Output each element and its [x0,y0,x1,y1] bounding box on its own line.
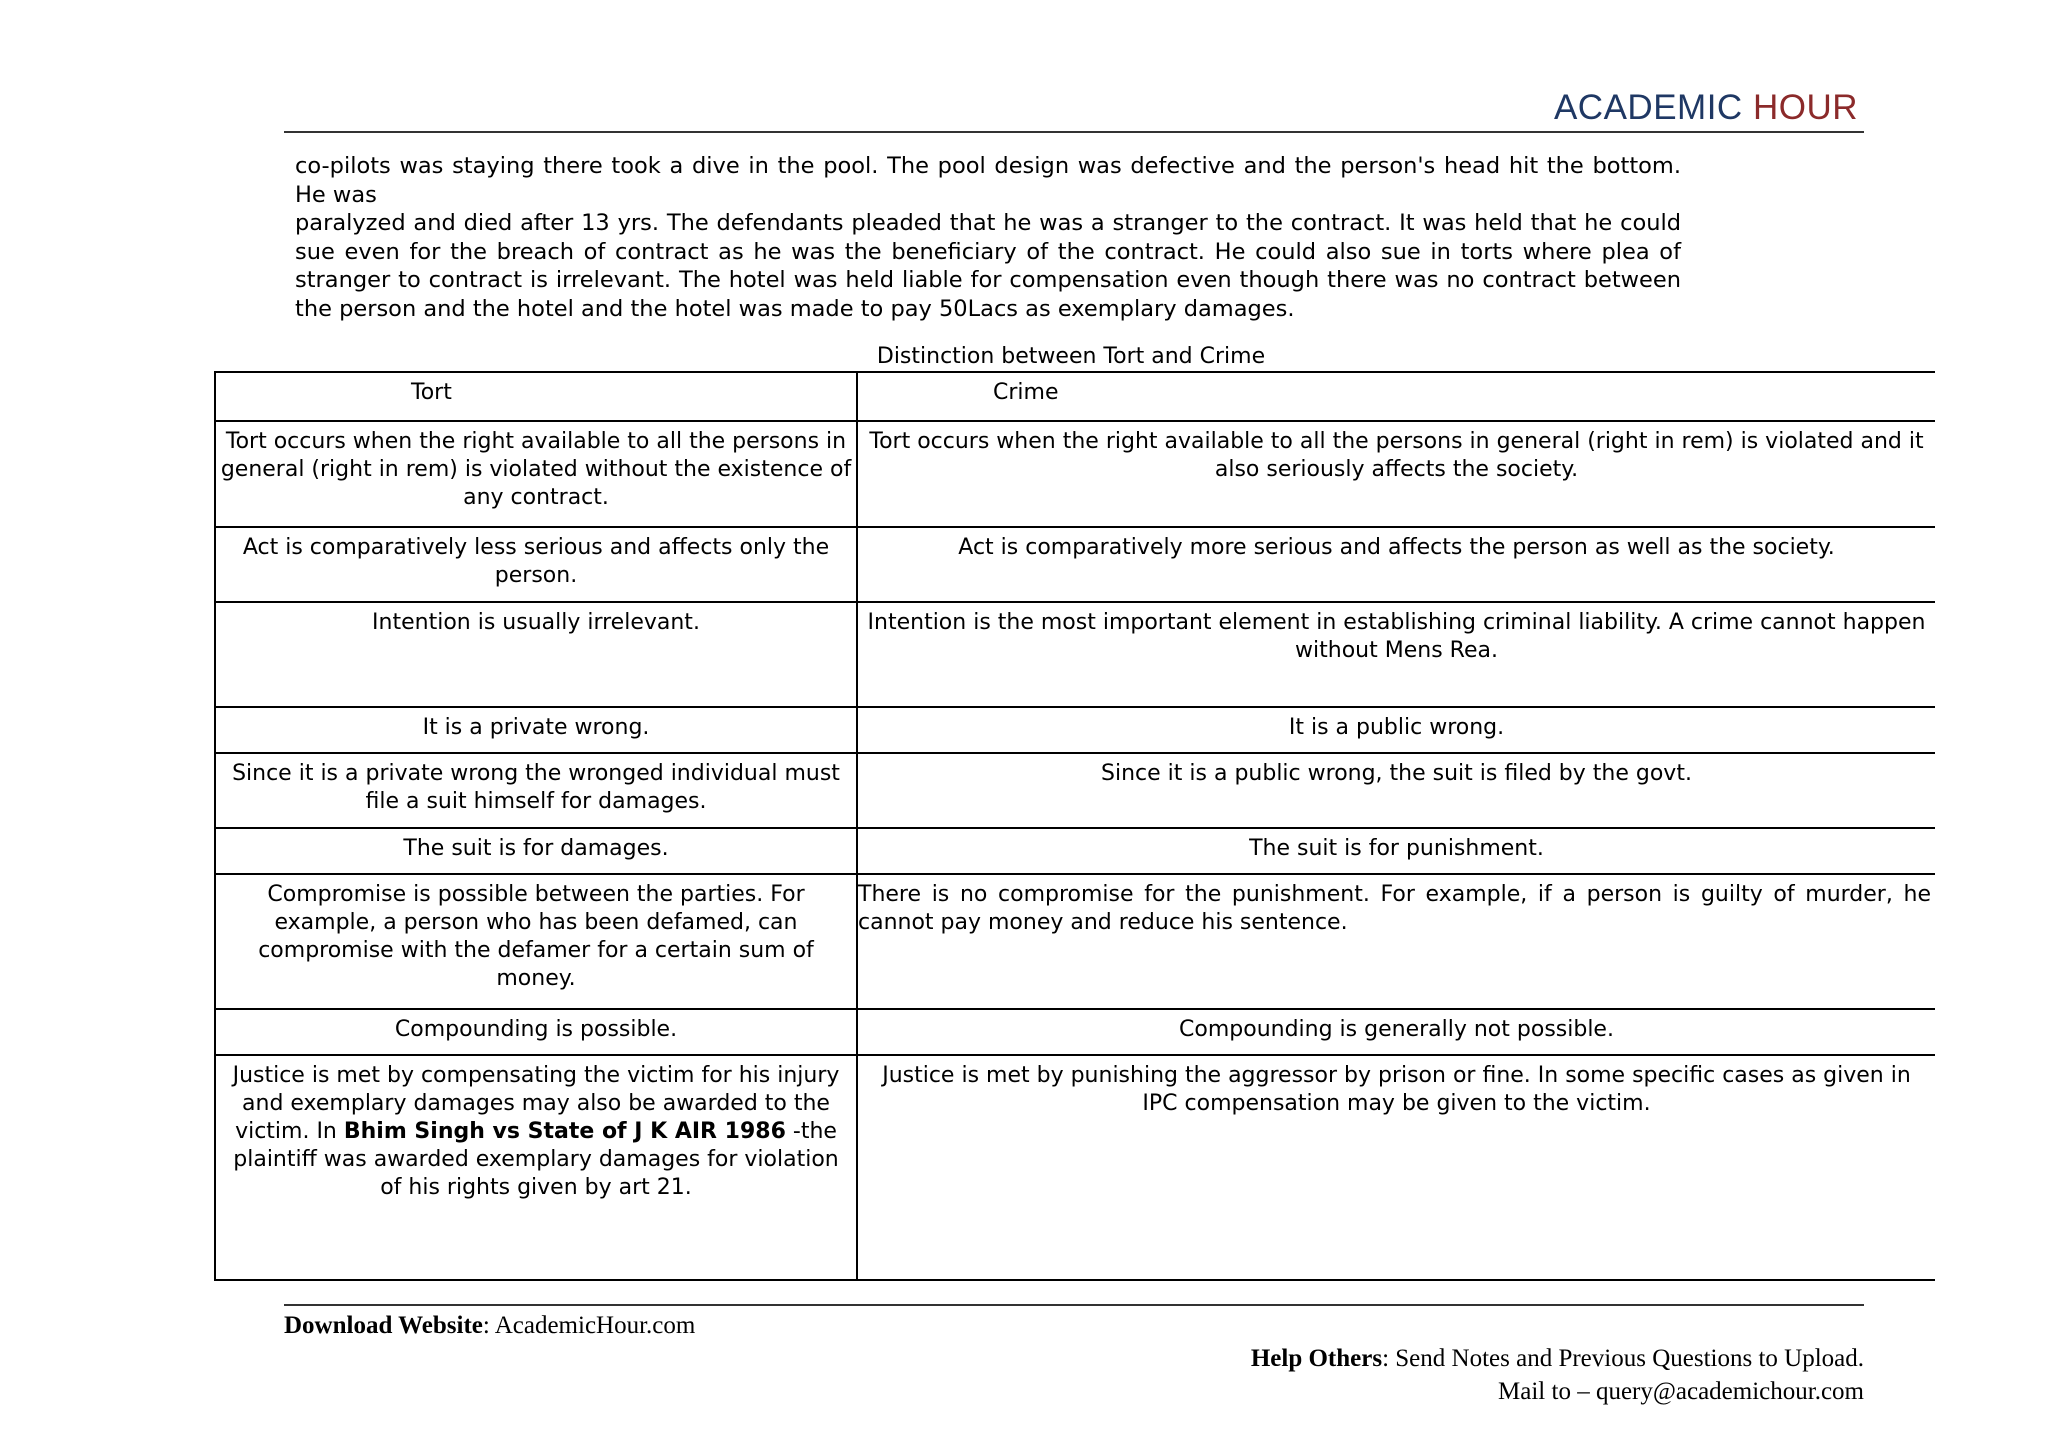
brand-part-hour: HOUR [1752,88,1858,127]
brand-part-academic: ACADEMIC [1553,88,1743,127]
crime-cell: Act is comparatively more serious and affects the person as well as the society. [857,527,1935,602]
table-caption: Distinction between Tort and Crime [876,344,1266,369]
table-row [215,707,1935,753]
footer-mail[interactable]: Mail to – query@academichour.com [1498,1378,1864,1405]
tort-cell [215,1055,857,1280]
crime-cell: The suit is for punishment. [857,828,1935,874]
tort-cell: Tort occurs when the right available to all the persons in general (right in rem) is violated without the existence of any contract. [215,421,857,527]
help-text: : Send Notes and Previous Questions to Upload. [1382,1345,1864,1372]
footer-help [1251,1342,1864,1375]
table-row [215,527,1935,602]
table-row [215,874,1935,1009]
tort-cell: The suit is for damages. [215,828,857,874]
table-row [215,828,1935,874]
crime-cell: It is a public wrong. [857,707,1935,753]
tort-cell: Compromise is possible between the parties. For example, a person who has been defamed, can compromise with the defamer for a certain sum of money. [215,874,857,1009]
tort-cell: Since it is a private wrong the wronged individual must file a suit himself for damages. [215,753,857,828]
intro-paragraph [295,152,1681,323]
brand-logo-text [1554,88,1858,128]
website-label: Download Website [284,1312,483,1339]
tort-text-suffix: -the plaintiff was awarded exemplary damages for violation of his rights given by art 21. [233,1119,839,1200]
header-tort: Tort [215,372,857,421]
tort-cell: Compounding is possible. [215,1009,857,1055]
header-rule [284,131,1864,133]
tort-cell: It is a private wrong. [215,707,857,753]
crime-cell: Justice is met by punishing the aggressor by prison or fine. In some specific cases as given in IPC compensation may be given to the victim. [857,1055,1935,1280]
header-crime: Crime [857,372,1935,421]
intro-line-2: paralyzed and died after 13 yrs. The defendants pleaded that he was a stranger to the contract. It was held that he could sue even for the breach of contract as he was the beneficiary of the contract. He could also sue in torts where plea of stranger to contract is irrelevant. The hotel was held liable for compensation even though there was no contract between the person and the hotel and the hotel was made to pay 50Lacs as exemplary damages. [295,210,1681,322]
tort-cell: Act is comparatively less serious and affects only the person. [215,527,857,602]
tort-crime-table [214,371,1935,1281]
footer-website [284,1309,695,1342]
table-row [215,1055,1935,1280]
table-header-row [215,372,1935,421]
crime-cell: Since it is a public wrong, the suit is filed by the govt. [857,753,1935,828]
help-label: Help Others [1250,1345,1383,1372]
website-link[interactable]: : AcademicHour.com [482,1312,696,1339]
intro-line-1: co-pilots was staying there took a dive in the pool. The pool design was defective and the person's head hit the bottom. He was [295,153,1681,208]
table-row [215,602,1935,707]
case-citation: Bhim Singh vs State of J K AIR 1986 [343,1119,786,1144]
table-row [215,1009,1935,1055]
crime-cell: Intention is the most important element in establishing criminal liability. A crime cannot happen without Mens Rea. [857,602,1935,707]
crime-cell: Tort occurs when the right available to all the persons in general (right in rem) is violated and it also seriously affects the society. [857,421,1935,527]
tort-cell: Intention is usually irrelevant. [215,602,857,707]
table-row [215,421,1935,527]
crime-cell: Compounding is generally not possible. [857,1009,1935,1055]
crime-cell: There is no compromise for the punishment. For example, if a person is guilty of murder, he cannot pay money and reduce his sentence. [857,874,1935,1009]
footer-rule [284,1304,1864,1306]
tort-text-prefix: Justice is met by compensating the victim for his injury and exemplary damages may also be awarded to the victim. In [232,1063,840,1144]
table-row [215,753,1935,828]
